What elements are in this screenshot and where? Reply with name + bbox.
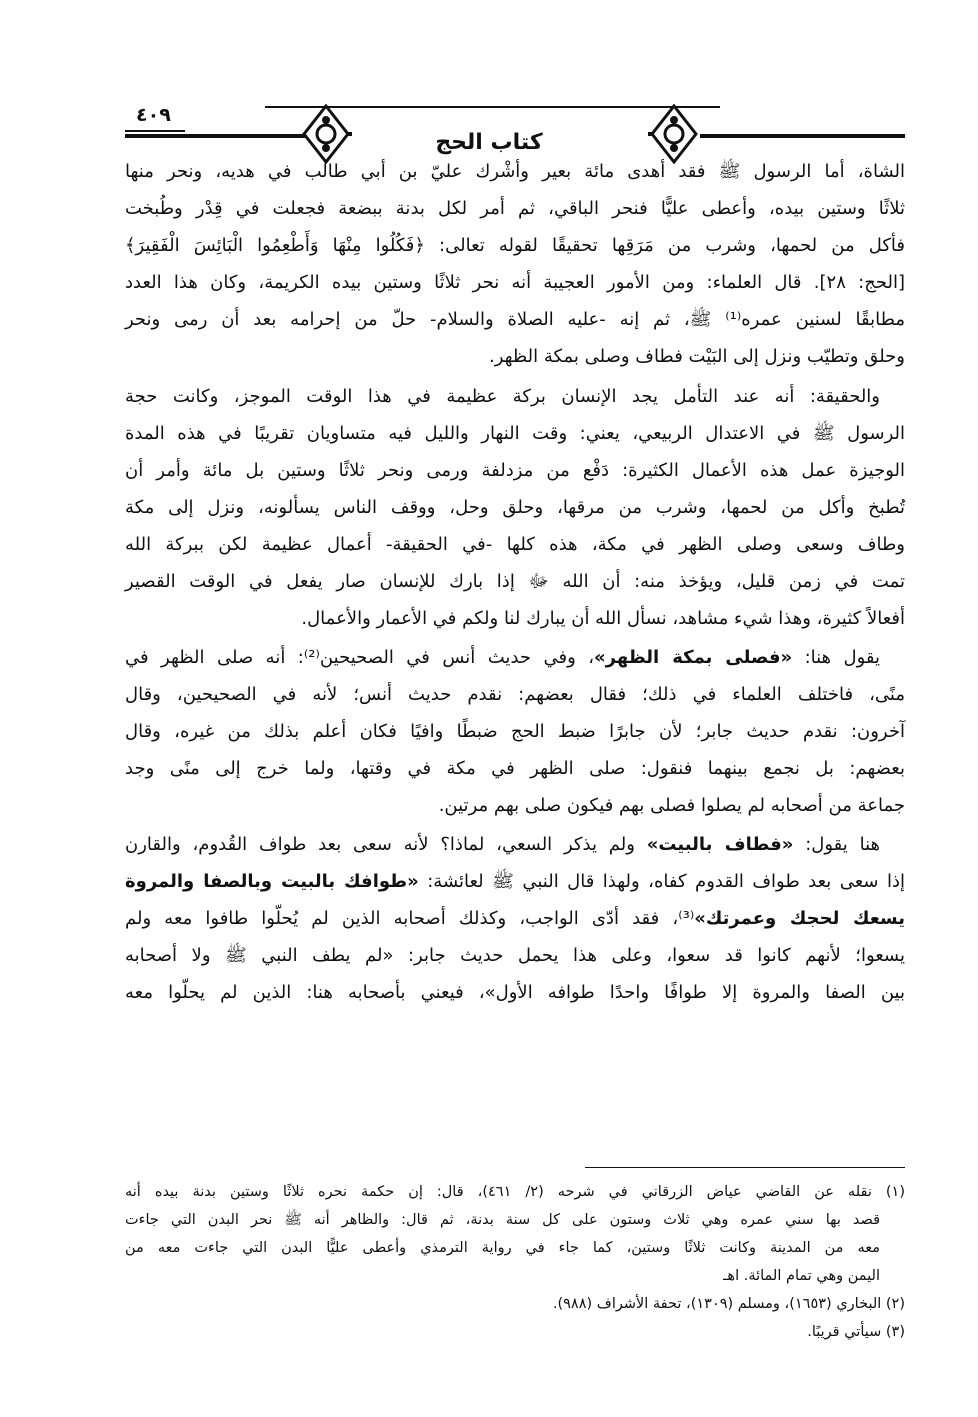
text-line (125, 532, 905, 558)
text-line (125, 421, 905, 447)
text-segment: وطاف وسعى وصلى الظهر في مكة، هذه كلها -في الحقيقة- أعمال عظيمة لكن ببركة الله (125, 534, 905, 555)
text-segment: تمت في زمن قليل، ويؤخذ منه: أن الله ﷻ إذا بارك للإنسان صار يفعل في الوقت القصير (125, 571, 905, 592)
page-number: ٤٠٩ (136, 104, 171, 126)
text-line (125, 495, 905, 521)
text-segment: بين الصفا والمروة إلا طوافًا واحدًا طوافه الأول»، فيعني بأصحابه هنا: الذين لم يحلّوا معه (125, 982, 905, 1003)
text-segment: [الحج: ٢٨]. قال العلماء: ومن الأمور العجيبة أنه نحر ثلاثًا وستين بيده الكريمة، وكان هذا العدد (125, 272, 905, 293)
footnote-3: (٣) سيأتي قريبًا. (807, 1324, 905, 1340)
text-line (125, 793, 905, 819)
quoted-hadith-bold: يسعك لحجك وعمرتك» (694, 908, 905, 929)
text-segment: الشاة، أما الرسول ﷺ فقد أهدى مائة بعير وأشْرك عليّ بن أبي طالب في هديه، ونحر منها (125, 161, 905, 182)
text-segment: يقول هنا: (792, 647, 880, 668)
paragraph-start-line (125, 645, 880, 671)
text-segment: بعضهم: بل نجمع بينهما فنقول: صلى الظهر في مكة في وقتها، ولما خرج إلى منًى وجد (125, 758, 905, 779)
text-segment: ⁽³⁾، فقد أدّى الواجب، وكذلك أصحابه الذين لم يُحلّوا طافوا معه ولم (125, 908, 695, 929)
text-line (125, 196, 905, 222)
text-line (125, 943, 905, 969)
text-line (125, 906, 905, 932)
text-line (125, 606, 905, 632)
text-segment: ثلاثًا وستين بيده، وأعطى عليًّا فنحر الباقي، ثم أمر لكل بدنة ببضعة فجعلت في قِدْر وطُبخت (125, 198, 905, 219)
text-segment: أفعالاً كثيرة، وهذا شيء مشاهد، نسأل الله أن يبارك لنا ولكم في الأعمار والأعمال. (301, 608, 905, 629)
quoted-hadith-bold: «طوافك بالبيت وبالصفا والمروة (125, 871, 419, 892)
footnote-1: (١) نقله عن القاضي عياض الزرقاني في شرحه (٢/ ٤٦١)، قال: إن حكمة نحره ثلاثًا وستين بدنة بيده أنه (125, 1184, 906, 1200)
text-segment: آخرون: نقدم حديث جابر؛ لأن جابرًا ضبط الحج ضبطًا وافيًا فكان أعلم بذلك من غيره، وقال (125, 721, 905, 742)
text-segment: منًى، فاختلف العلماء في ذلك؛ فقال بعضهم: نقدم حديث أنس؛ لأنه في الصحيحين، وقال (125, 684, 905, 705)
paragraph-start-line (125, 832, 880, 858)
text-segment: الرسول ﷺ في الاعتدال الربيعي، يعني: وقت النهار والليل فيه متساويان تقريبًا في هذه المدة (125, 423, 905, 444)
text-line (125, 344, 905, 370)
text-line (125, 569, 905, 595)
text-line (125, 458, 905, 484)
text-line (125, 159, 905, 185)
text-segment: مطابقًا لسنين عمره⁽¹⁾ ﷺ، ثم إنه -عليه الصلاة والسلام- حلّ من إحرامه بعد أن رمى ونحر (125, 309, 905, 330)
text-line (125, 682, 905, 708)
text-segment: والحقيقة: أنه عند التأمل يجد الإنسان بركة عظيمة في هذا الوقت الموجز، وكانت حجة (125, 386, 880, 407)
text-line (125, 307, 905, 333)
text-line (125, 756, 905, 782)
text-line (125, 270, 905, 296)
ornament-right-icon (648, 104, 700, 164)
footnote-1-cont: قصد بها سني عمره وهي ثلاث وستون على كل سنة بدنة، ثم قال: والظاهر أنه ﷺ نحر البدن التي جاءت (125, 1212, 880, 1228)
text-segment: تُطبخ وأكل من لحمها، وشرب من مرقها، وحلق وحل، ووقف الناس يسألونه، ونزل إلى مكة (125, 497, 905, 518)
text-line (125, 719, 905, 745)
text-segment: وحلق وتطيّب ونزل إلى البَيْت فطاف وصلى بمكة الظهر. (488, 346, 905, 367)
quoted-hadith-bold: «فطاف بالبيت» (646, 834, 794, 855)
text-segment: جماعة من أصحابه لم يصلوا فصلى بهم فيكون صلى بهم مرتين. (438, 795, 905, 816)
footnote-2: (٢) البخاري (١٦٥٣)، ومسلم (١٣٠٩)، تحفة الأشراف (٩٨٨). (552, 1296, 905, 1312)
chapter-title: كتاب الحج (435, 130, 543, 155)
text-segment: يسعوا؛ لأنهم كانوا قد سعوا، وعلى هذا يحمل حديث جابر: «لم يطف النبي ﷺ ولا أصحابه (125, 945, 905, 966)
text-segment: فأكل من لحمها، وشرب من مَرَقِها تحقيقًا لقوله تعالى: ﴿فَكُلُوا مِنْهَا وَأَطْعِمُوا الْبَائِسَ الْفَقِيرَ﴾ (125, 235, 905, 256)
text-segment: هنا يقول: (793, 834, 880, 855)
footnote-separator (585, 1167, 905, 1168)
footnote-1-cont: اليمن وهي تمام المائة. اهـ (723, 1268, 880, 1284)
text-segment: إذا سعى بعد طواف القدوم كفاه، ولهذا قال النبي ﷺ لعائشة: (418, 871, 906, 892)
quran-verse-line (125, 233, 905, 259)
text-line (125, 980, 905, 1006)
text-line (125, 869, 905, 895)
text-segment: الوجيزة عمل هذه الأعمال الكثيرة: دَفْع من مزدلفة ورمى ونحر ثلاثًا وستين بل مائة وأمر أن (125, 460, 905, 481)
text-segment: ، وفي حديث أنس في الصحيحين⁽²⁾: أنه صلى الظهر في (125, 647, 595, 668)
text-segment: ولم يذكر السعي، لماذا؟ لأنه سعى بعد طواف القُدوم، والقارن (125, 834, 647, 855)
footnote-1-cont: معه من المدينة وكانت ثلاثًا وستين، كما جاء في رواية الترمذي وأعطى عليًّا البدن التي جاءت معه من (125, 1240, 880, 1256)
quoted-hadith-bold: «فصلى بمكة الظهر» (594, 647, 793, 668)
paragraph-start-line (125, 384, 880, 410)
